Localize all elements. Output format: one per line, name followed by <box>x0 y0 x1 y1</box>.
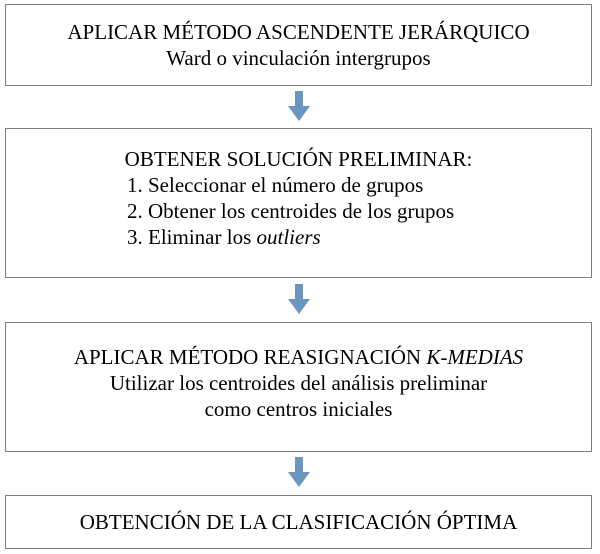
item-number: 2. <box>127 199 143 223</box>
arrow-down-icon <box>288 284 310 314</box>
step-2-item-2 <box>6 198 591 224</box>
arrow-down-icon <box>288 457 310 487</box>
step-3-line-1: Utilizar los centroides del análisis preliminar <box>109 371 488 395</box>
item-italic-text: outliers <box>256 225 321 249</box>
step-1-subtitle: Ward o vinculación intergrupos <box>166 46 431 70</box>
step-1-title: APLICAR MÉTODO ASCENDENTE JERÁRQUICO <box>67 20 530 44</box>
item-number: 3. <box>127 225 143 249</box>
item-number: 1. <box>127 173 143 197</box>
arrow-down-icon <box>288 91 310 121</box>
step-2-item-3 <box>6 224 591 250</box>
step-1-box <box>5 4 592 86</box>
step-3-box <box>5 322 592 452</box>
step-3-title-italic: K-MEDIAS <box>426 345 524 369</box>
item-text: Seleccionar el número de grupos <box>148 173 424 197</box>
item-text: Eliminar los <box>148 225 257 249</box>
step-4-box <box>5 495 592 549</box>
step-3-title-text: APLICAR MÉTODO REASIGNACIÓN <box>73 345 427 369</box>
step-2-box <box>5 128 592 278</box>
step-2-item-1 <box>6 172 591 198</box>
step-3-line-2: como centros iniciales <box>204 397 393 421</box>
step-3-title <box>6 344 591 370</box>
step-4-title: OBTENCIÓN DE LA CLASIFICACIÓN ÓPTIMA <box>79 510 518 534</box>
step-2-title: OBTENER SOLUCIÓN PRELIMINAR: <box>124 147 473 171</box>
item-text: Obtener los centroides de los grupos <box>148 199 455 223</box>
